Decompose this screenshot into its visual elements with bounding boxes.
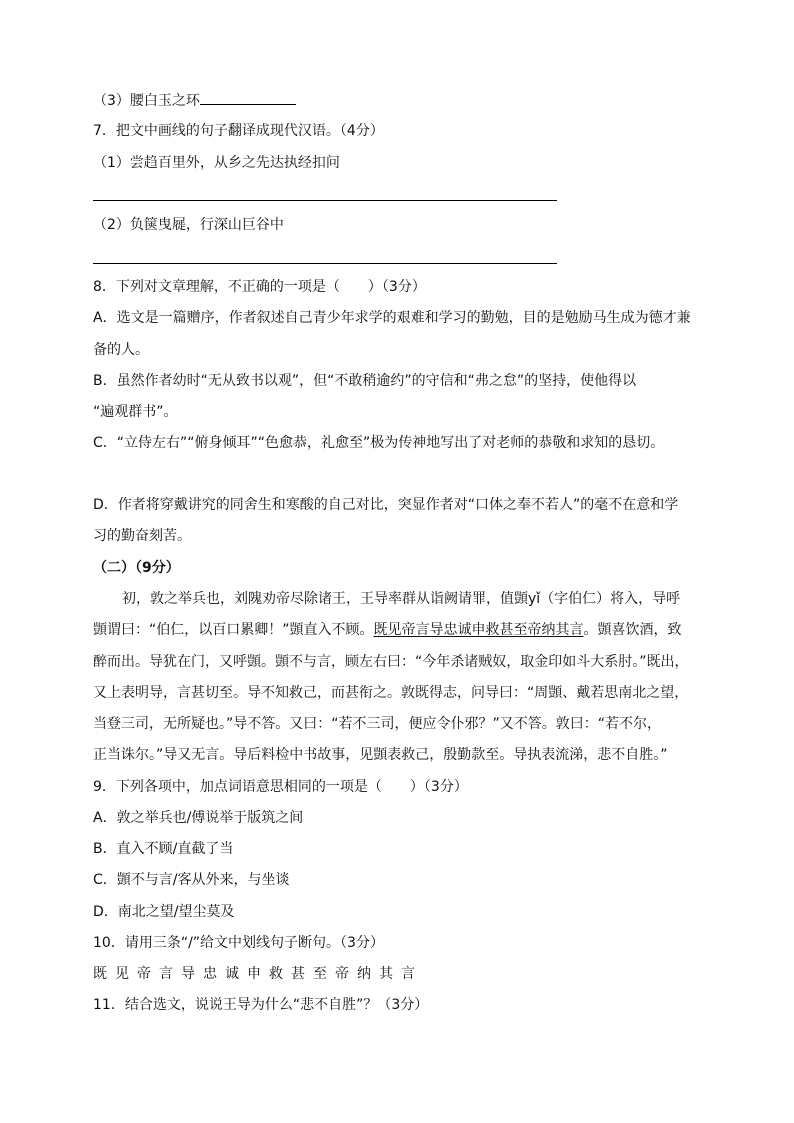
q8-option-b-line1: B．虽然作者幼时“无从致书以观”，但“不敢稍逾约”的守信和“弗之怠”的坚持，使他得以 — [93, 373, 637, 389]
q10-stem: 10．请用三条“/”给文中划线句子断句。（3分） — [93, 935, 384, 951]
q8-option-a-line2: 备的人。 — [93, 342, 149, 358]
q7-answer-line-1[interactable] — [93, 200, 557, 201]
passage-line-1: 初，敦之举兵也，刘隗劝帝尽除诸王，王导率群从诣阙请罪，值顗yǐ（字伯仁）将入，导呼 — [122, 591, 681, 607]
q9-stem: 9．下列各项中，加点词语意思相同的一项是（ ）（3分） — [93, 779, 468, 795]
q9-option-d: D．南北之望/望尘莫及 — [93, 904, 235, 920]
q9-option-b: B．直入不顾/直截了当 — [93, 841, 234, 857]
passage-line-4: 又上表明导，言甚切至。导不知救己，而甚衔之。敦既得志，问导曰：“周顗、戴若思南北之望， — [93, 685, 689, 701]
answer-blank[interactable] — [200, 90, 296, 105]
q7-answer-line-2[interactable] — [93, 263, 557, 264]
q7-item-1: （1）尝趋百里外，从乡之先达执经扣问 — [93, 155, 340, 171]
q8-stem: 8．下列对文章理解，不正确的一项是（ ）（3分） — [93, 279, 426, 295]
q9-option-a: A．敦之举兵也/傅说举于版筑之间 — [93, 810, 304, 826]
passage-line-6: 正当诛尔。”导又无言。导后料检中书故事，见顗表救己，殷勤款至。导执表流涕，悲不自胜。” — [93, 747, 668, 763]
passage-line-5: 当登三司，无所疑也。”导不答。又曰：“若不三司，便应令仆邪？”又不答。敦曰：“若不尔， — [93, 716, 662, 732]
q7-stem: 7．把文中画线的句子翻译成现代汉语。（4分） — [93, 123, 384, 139]
q9-option-c: C．顗不与言/客从外来，与坐谈 — [93, 872, 290, 888]
q8-option-b-line2: “遍观群书”。 — [93, 404, 178, 420]
q8-option-c: C．“立侍左右”“俯身倾耳”“色愈恭，礼愈至”极为传神地写出了对老师的恭敬和求知的恳切。 — [93, 435, 665, 451]
section-2-heading: （二）（9分） — [93, 560, 180, 576]
passage-line-3: 醉而出。导犹在门，又呼顗。顗不与言，顾左右曰：“今年杀诸贼奴，取金印如斗大系肘。”既出， — [93, 654, 689, 670]
q6-item-3: （3）腰白玉之环 — [93, 90, 296, 111]
q11-stem: 11．结合选文，说说王导为什么“悲不自胜”？（3分） — [93, 997, 429, 1013]
underlined-sentence: 既见帝言导忠诚申救甚至帝纳其言 — [373, 622, 584, 638]
q8-option-d-line2: 习的勤奋刻苦。 — [93, 528, 191, 544]
q10-sentence[interactable]: 既见帝言导忠诚申救甚至帝纳其言 — [93, 966, 423, 982]
q8-option-d-line1: D．作者将穿戴讲究的同舍生和寒酸的自己对比，突显作者对“口体之奉不若人”的毫不在意和学 — [93, 497, 679, 513]
q8-option-a-line1: A．选文是一篇赠序，作者叙述自己青少年求学的艰难和学习的勤勉，目的是勉励马生成为德才兼 — [93, 310, 691, 326]
q7-item-2: （2）负箧曳屣，行深山巨谷中 — [93, 217, 284, 233]
passage-line-2: 顗谓曰：“伯仁，以百口累卿！”顗直入不顾。既见帝言导忠诚申救甚至帝纳其言。顗喜饮酒，致 — [93, 622, 682, 638]
